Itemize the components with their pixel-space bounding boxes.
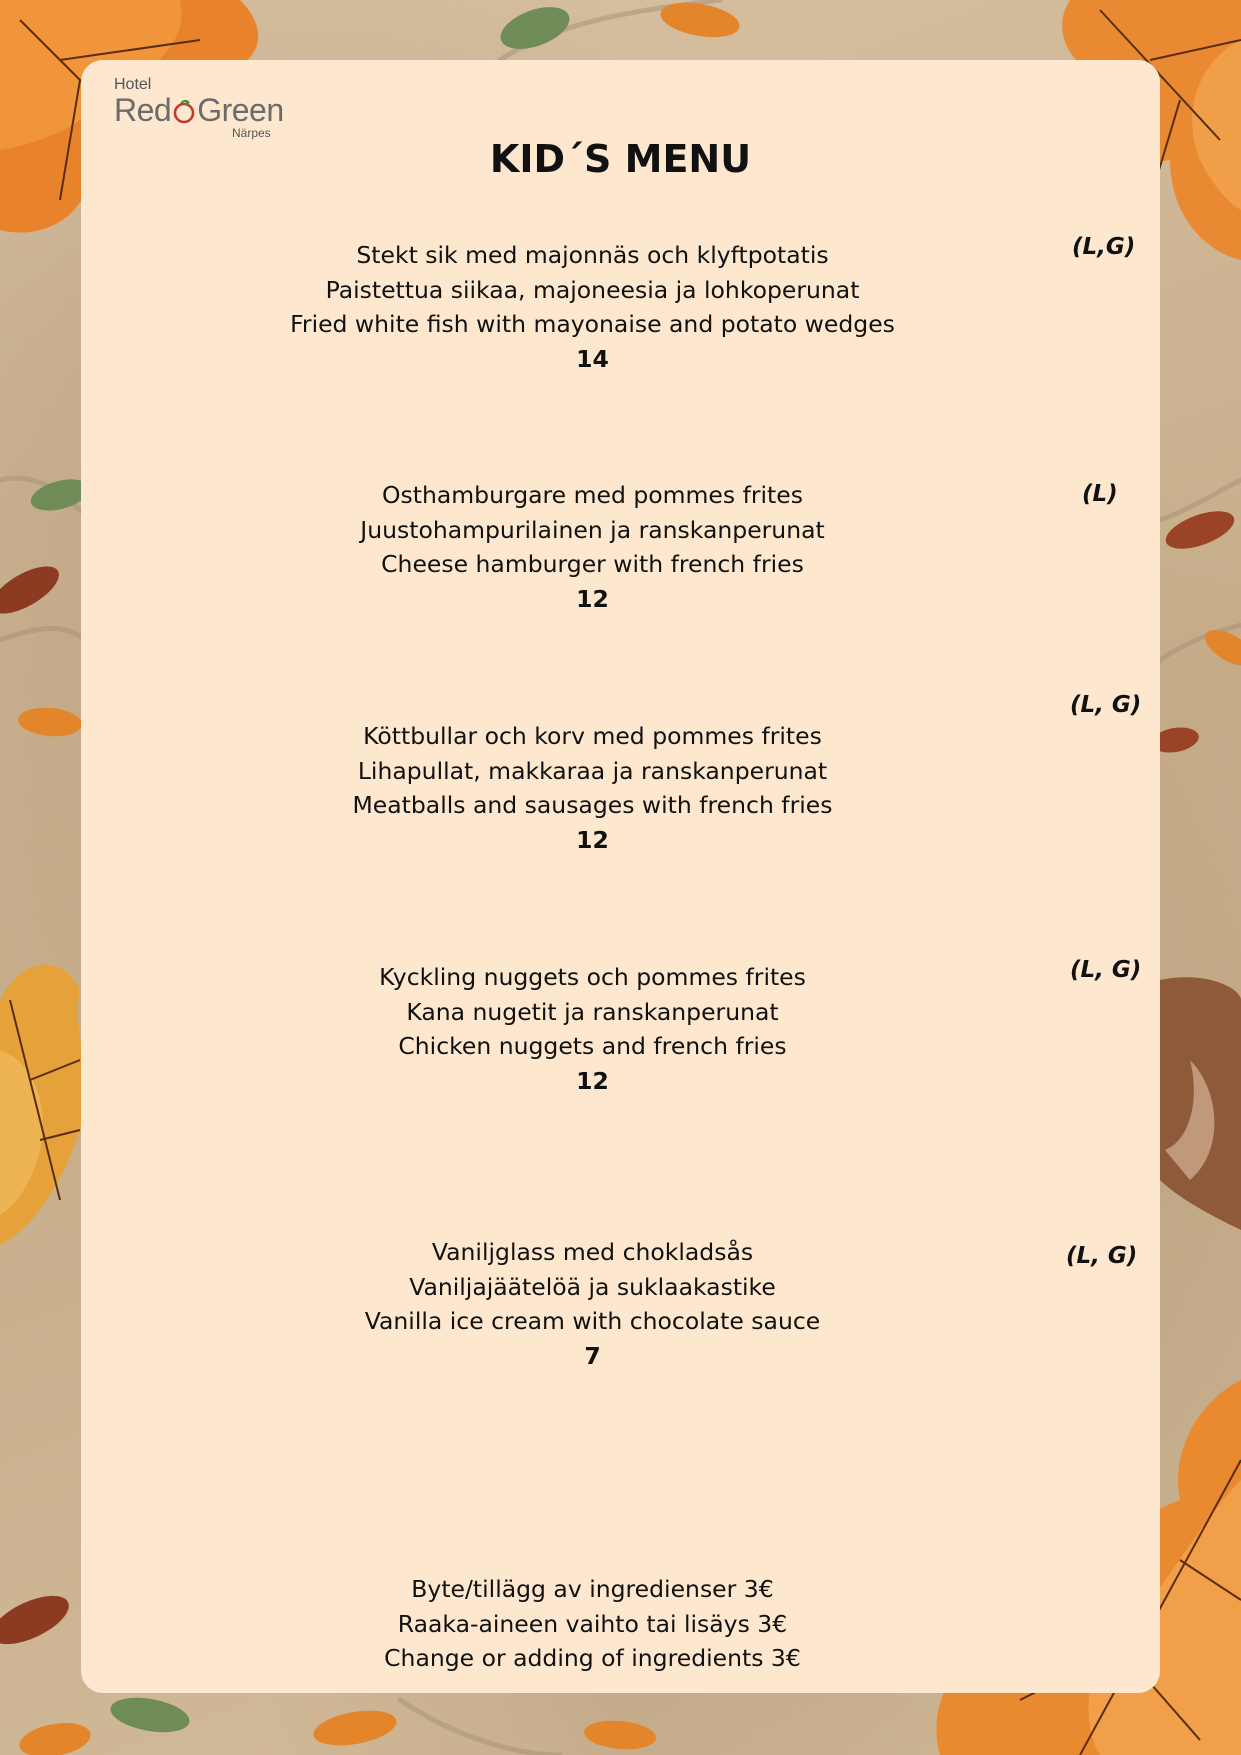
item-name-swedish: Köttbullar och korv med pommes frites bbox=[363, 722, 822, 750]
diet-tag: (L, G) bbox=[1066, 1243, 1138, 1269]
item-name-swedish: Osthamburgare med pommes frites bbox=[382, 481, 803, 509]
ingredient-change-note bbox=[200, 1572, 985, 1676]
note-english: Change or adding of ingredients 3€ bbox=[384, 1644, 801, 1672]
item-price: 7 bbox=[584, 1341, 601, 1370]
item-name-finnish: Paistettua siikaa, majoneesia ja lohkoperunat bbox=[325, 275, 860, 304]
item-name-english: Cheese hamburger with french fries bbox=[381, 550, 804, 578]
note-swedish: Byte/tillägg av ingredienser 3€ bbox=[411, 1575, 774, 1603]
logo-wordmark bbox=[114, 92, 284, 129]
logo-hotel-text: Hotel bbox=[114, 76, 152, 93]
item-name-swedish: Kyckling nuggets och pommes frites bbox=[379, 963, 806, 991]
item-name-swedish: Vaniljglass med chokladsås bbox=[431, 1238, 754, 1266]
diet-tag: (L) bbox=[1082, 481, 1118, 507]
hotel-logo bbox=[114, 76, 294, 140]
item-price: 14 bbox=[576, 344, 609, 373]
item-price: 12 bbox=[576, 1066, 609, 1095]
yellow-oak-leaf-left bbox=[0, 965, 87, 1245]
item-name-english: Chicken nuggets and french fries bbox=[398, 1032, 787, 1060]
note-finnish: Raaka-aineen vaihto tai lisäys 3€ bbox=[397, 1609, 788, 1638]
item-name-swedish: Stekt sik med majonnäs och klyftpotatis bbox=[356, 241, 829, 269]
item-name-english: Fried white fish with mayonaise and potato wedges bbox=[290, 310, 895, 338]
menu-item bbox=[200, 238, 985, 376]
diet-tag: (L, G) bbox=[1070, 957, 1142, 983]
menu-title: KID´S MENU bbox=[489, 137, 752, 181]
item-price: 12 bbox=[576, 584, 609, 613]
logo-red-text: Red bbox=[114, 92, 172, 128]
diet-tag: (L,G) bbox=[1072, 234, 1136, 260]
item-name-finnish: Lihapullat, makkaraa ja ranskanperunat bbox=[357, 756, 828, 785]
item-price: 12 bbox=[576, 825, 609, 854]
logo-location-text: Närpes bbox=[232, 126, 271, 140]
item-name-english: Meatballs and sausages with french fries bbox=[352, 791, 833, 819]
item-name-finnish: Kana nugetit ja ranskanperunat bbox=[406, 997, 779, 1026]
item-name-english: Vanilla ice cream with chocolate sauce bbox=[364, 1307, 821, 1335]
item-name-finnish: Juustohampurilainen ja ranskanperunat bbox=[360, 515, 825, 544]
menu-item bbox=[200, 1235, 985, 1373]
menu-item bbox=[200, 478, 985, 616]
tomato-logo-icon bbox=[172, 98, 196, 124]
item-name-finnish: Vaniljajäätelöä ja suklaakastike bbox=[409, 1272, 776, 1301]
menu-item bbox=[200, 960, 985, 1098]
logo-green-text: Green bbox=[197, 92, 284, 128]
diet-tag: (L, G) bbox=[1070, 692, 1142, 718]
menu-item bbox=[200, 719, 985, 857]
